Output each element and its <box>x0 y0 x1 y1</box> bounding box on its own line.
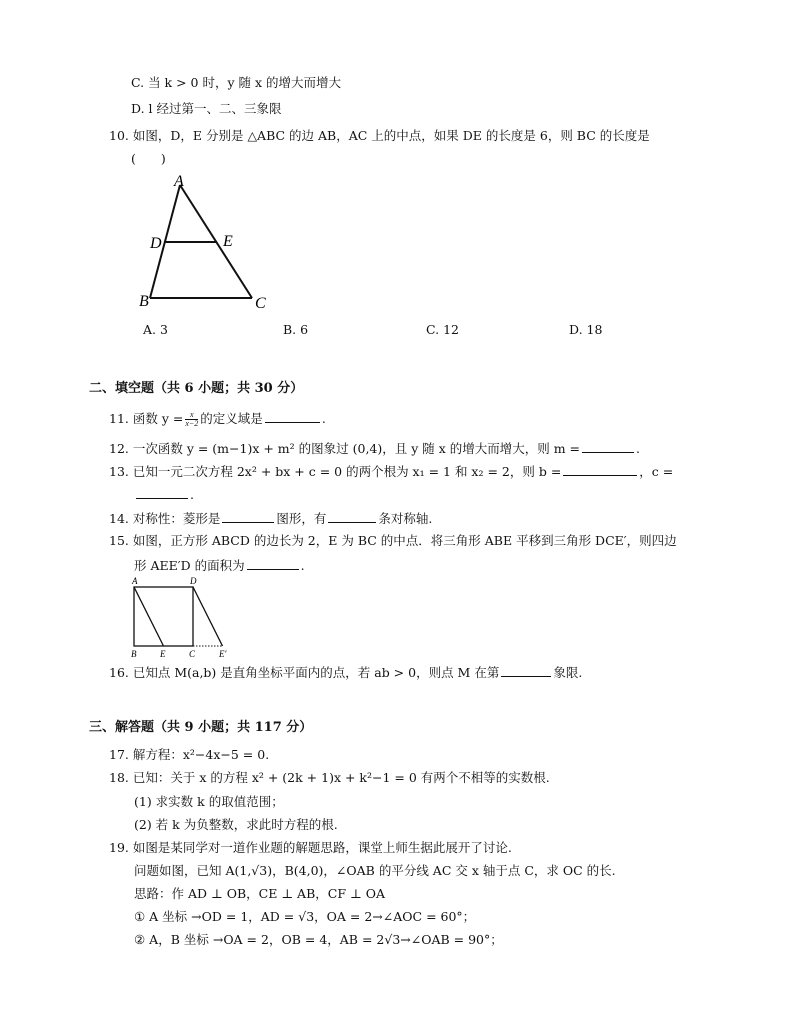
q18-part2: (2) 若 k 为负整数，求此时方程的根. <box>134 817 338 832</box>
q11-prefix: 11. 函数 y = <box>109 411 184 426</box>
label-a: A <box>132 576 138 586</box>
q15-answer-blank[interactable] <box>247 558 299 570</box>
segment-de-prime <box>193 587 223 646</box>
q16-prefix: 16. 已知点 M(a,b) 是直角坐标平面内的点，若 ab > 0，则点 M 在第 <box>109 665 500 680</box>
q12 <box>109 441 640 456</box>
q10-option-a: A. 3 <box>143 322 168 337</box>
q19-idea: 思路：作 AD ⊥ OB，CE ⊥ AB，CF ⊥ OA <box>134 886 385 901</box>
q16-answer-blank[interactable] <box>501 665 551 677</box>
label-e-prime: E′ <box>219 649 227 659</box>
segment-ae <box>134 587 164 646</box>
label-c: C <box>255 295 266 312</box>
q10-stem: 10. 如图，D，E 分别是 △ABC 的边 AB，AC 上的中点，如果 DE 的长度是 6，则 BC 的长度是 <box>109 128 650 143</box>
q10-option-c: C. 12 <box>426 322 459 337</box>
q10-triangle-figure <box>130 170 280 315</box>
q15-prefix: 形 AEE′D 的面积为 <box>134 558 245 573</box>
label-e: E <box>160 649 166 659</box>
q12-answer-blank[interactable] <box>582 441 634 453</box>
q15-line2 <box>134 558 305 573</box>
label-b: B <box>139 293 149 310</box>
q12-end: . <box>636 441 641 456</box>
q11-end: . <box>321 411 326 426</box>
q11-numerator: x <box>185 411 198 420</box>
section-fill-in-title: 二、填空题（共 6 小题；共 30 分） <box>89 381 304 396</box>
q14-suffix: 条对称轴. <box>378 511 433 526</box>
label-d: D <box>150 235 162 252</box>
q11-answer-blank[interactable] <box>265 411 320 423</box>
square-abcd <box>134 587 193 646</box>
q10-option-b: B. 6 <box>283 322 309 337</box>
q11 <box>109 411 326 428</box>
q19-step1: ① A 坐标 →OD = 1，AD = √3，OA = 2→∠AOC = 60°； <box>134 909 476 924</box>
q12-text: 12. 一次函数 y = (m−1)x + m² 的图象过 (0,4)，且 y 随 x 的增大而增大，则 m = <box>109 441 581 456</box>
q19-stem: 19. 如图是某同学对一道作业题的解题思路，课堂上师生据此展开了讨论. <box>109 840 512 855</box>
q13-answer-blank-c[interactable] <box>136 487 188 499</box>
q18-part1: (1) 求实数 k 的取值范围； <box>134 794 284 809</box>
q13-line2 <box>134 487 194 502</box>
label-d: D <box>190 576 197 586</box>
q14-prefix: 14. 对称性：菱形是 <box>109 511 221 526</box>
q15-stem: 15. 如图，正方形 ABCD 的边长为 2，E 为 BC 的中点．将三角形 ABE 平移到三角形 DCE′，则四边 <box>109 533 677 548</box>
q13-mid: ，c = <box>639 464 674 479</box>
q14-answer-blank-1[interactable] <box>222 511 274 523</box>
section-solve-title: 三、解答题（共 9 小题；共 117 分） <box>89 720 313 735</box>
q13-end: . <box>190 487 194 502</box>
q13-answer-blank-b[interactable] <box>563 464 637 476</box>
q17: 17. 解方程：x²−4x−5 = 0. <box>109 747 270 762</box>
q11-fraction <box>185 411 198 428</box>
label-b: B <box>131 649 137 659</box>
q13 <box>109 464 673 479</box>
q18-stem: 18. 已知：关于 x 的方程 x² + (2k + 1)x + k²−1 = 0 有两个不相等的实数根. <box>109 770 550 785</box>
q14-answer-blank-2[interactable] <box>328 511 376 523</box>
label-c: C <box>189 649 196 659</box>
q11-denominator: x−2 <box>185 419 199 428</box>
q10-option-d: D. 18 <box>569 322 603 337</box>
q9-option-d: D. l 经过第一、二、三象限 <box>131 101 282 116</box>
q11-suffix: 的定义域是 <box>200 411 263 426</box>
label-e: E <box>223 233 233 250</box>
q15-end: . <box>300 558 305 573</box>
q13-text: 13. 已知一元二次方程 2x² + bx + c = 0 的两个根为 x₁ = 1 和 x₂ = 2，则 b = <box>109 464 562 479</box>
q15-square-figure <box>128 575 243 660</box>
q14-mid: 图形，有 <box>276 511 327 526</box>
q16 <box>109 665 582 680</box>
q16-suffix: 象限. <box>553 665 583 680</box>
label-a: A <box>174 173 184 190</box>
q14 <box>109 511 432 526</box>
q19-step2: ② A，B 坐标 →OA = 2，OB = 4，AB = 2√3→∠OAB = 90°； <box>134 932 503 947</box>
q10-answer-paren: ( ) <box>131 151 166 166</box>
q9-option-c: C. 当 k > 0 时，y 随 x 的增大而增大 <box>131 75 341 90</box>
q19-problem: 问题如图，已知 A(1,√3)，B(4,0)，∠OAB 的平分线 AC 交 x 轴于点 C，求 OC 的长. <box>134 863 616 878</box>
